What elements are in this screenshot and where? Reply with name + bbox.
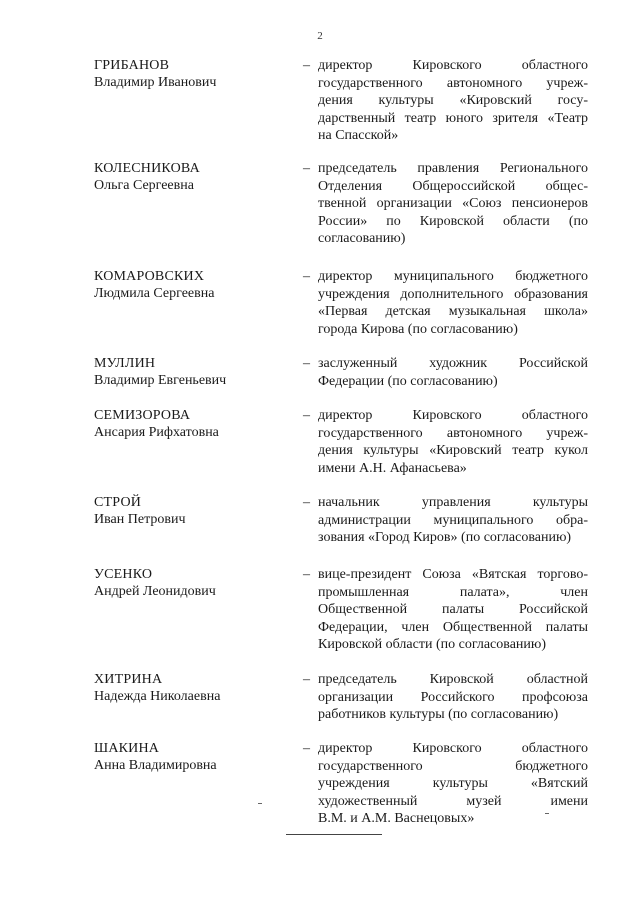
position-line: Отделения Общероссийской общес- [318,178,588,194]
closing-rule [286,834,382,835]
position-line: вице-президент Союза «Вятская торгово- [318,567,588,582]
position-line: директор муниципального бюджетного [318,269,588,284]
entry-dash: – [303,269,310,284]
member-given-names: Владимир Иванович [94,75,217,90]
entry-dash: – [303,356,310,371]
member-name [94,407,294,441]
member-surname: СЕМИЗОРОВА [94,408,191,423]
member-surname: МУЛЛИН [94,356,156,371]
scan-speck [258,803,262,804]
member-name [94,268,294,302]
member-name [94,671,294,705]
member-position [318,268,588,338]
member-position [318,407,588,477]
position-line: учреждения культуры «Вятский [318,776,588,792]
position-line: дения культуры «Кировский театр кукол [318,443,588,459]
member-name [94,57,294,91]
position-line: администрации муниципального обра- [318,512,588,528]
member-position [318,566,588,654]
position-line: дарственный театр юного зрителя «Театр [318,110,588,126]
member-name [94,160,294,194]
entry-dash: – [303,161,310,176]
position-line: твенной организации «Союз пенсионеров [318,196,588,212]
position-line: начальник управления культуры [318,495,588,510]
member-name [94,494,294,528]
member-name [94,566,294,600]
position-line: государственного автономного учреж- [318,425,588,441]
position-line: России» по Кировской области (по [318,213,588,229]
position-line: государственного автономного учреж- [318,75,588,91]
member-surname: КОМАРОВСКИХ [94,269,205,284]
position-line: Общественной палаты Российской [318,602,588,618]
member-given-names: Андрей Леонидович [94,584,216,599]
page-number: 2 [317,30,323,42]
member-surname: КОЛЕСНИКОВА [94,161,200,176]
position-line: заслуженный художник Российской [318,356,588,371]
member-position [318,740,588,828]
entry-dash: – [303,495,310,510]
scan-speck [545,813,549,814]
position-line: государственного бюджетного [318,758,588,774]
position-line: председатель правления Регионального [318,161,588,176]
position-line: согласованию) [318,231,406,247]
position-line: дения культуры «Кировский госу- [318,93,588,109]
position-line: «Первая детская музыкальная школа» [318,304,588,320]
member-position [318,57,588,145]
member-surname: СТРОЙ [94,495,142,510]
member-name [94,740,294,774]
entry-dash: – [303,58,310,73]
member-surname: УСЕНКО [94,567,153,582]
member-surname: ХИТРИНА [94,672,163,687]
member-given-names: Владимир Евгеньевич [94,373,227,388]
member-position [318,494,588,547]
member-name [94,355,294,389]
position-line: В.М. и А.М. Васнецовых» [318,811,475,827]
member-given-names: Анна Владимировна [94,758,217,773]
position-line: художественный музей имени [318,793,588,809]
member-given-names: Ансария Рифхатовна [94,425,219,440]
member-given-names: Надежда Николаевна [94,689,221,704]
position-line: города Кирова (по согласованию) [318,321,518,337]
position-line: учреждения дополнительного образования [318,286,588,302]
position-line: промышленная палата», член [318,584,588,600]
position-line: организации Российского профсоюза [318,689,588,705]
member-given-names: Ольга Сергеевна [94,178,194,193]
position-line: председатель Кировской областной [318,672,588,687]
position-line: работников культуры (по согласованию) [318,707,559,723]
member-surname: ШАКИНА [94,741,160,756]
member-position [318,671,588,724]
position-line: Федерации, член Общественной палаты [318,619,588,635]
member-position [318,355,588,390]
entry-dash: – [303,567,310,582]
position-line: директор Кировского областного [318,741,588,756]
member-given-names: Людмила Сергеевна [94,286,215,301]
position-line: Кировской области (по согласованию) [318,637,547,653]
member-surname: ГРИБАНОВ [94,58,170,73]
position-line: зования «Город Киров» (по согласованию) [318,530,572,546]
position-line: Федерации (по согласованию) [318,373,498,389]
position-line: директор Кировского областного [318,408,588,423]
entry-dash: – [303,741,310,756]
position-line: на Спасской» [318,128,399,144]
member-position [318,160,588,248]
entry-dash: – [303,408,310,423]
member-given-names: Иван Петрович [94,512,186,527]
position-line: имени А.Н. Афанасьева» [318,460,467,476]
entry-dash: – [303,672,310,687]
position-line: директор Кировского областного [318,58,588,73]
